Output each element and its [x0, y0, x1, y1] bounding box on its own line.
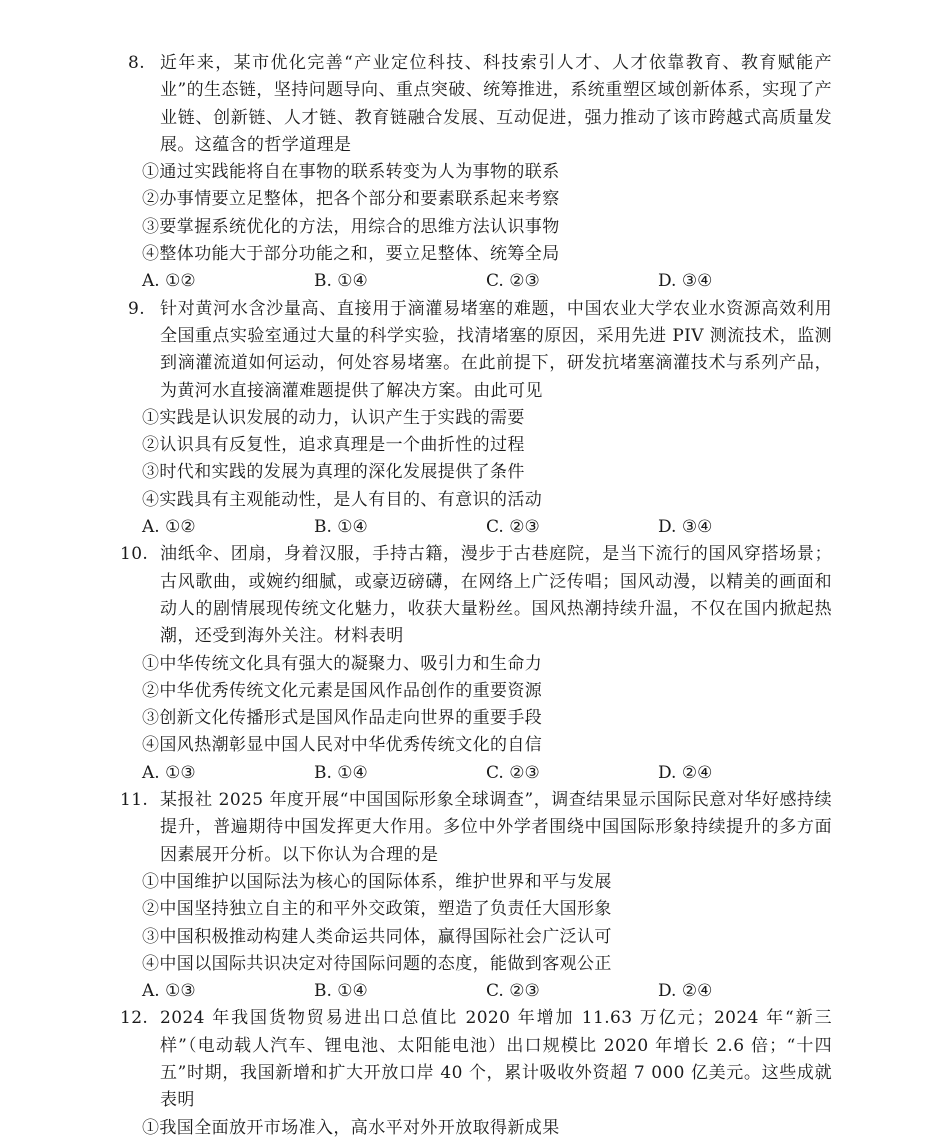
- statement-item: ④国风热潮彰显中国人民对中华优秀传统文化的自信: [142, 735, 543, 756]
- question-12: [0, 1005, 950, 1141]
- answer-choices: [142, 760, 950, 787]
- answer-choices: [142, 514, 950, 541]
- question-stem: [120, 1005, 832, 1114]
- statement-item: ①中华传统文化具有强大的凝聚力、吸引力和生命力: [142, 653, 543, 674]
- stem-text: 某报社 2025 年度开展“中国国际形象全球调查”，调查结果显示国际民意对华好感持续提升，普遍期待中国发挥更大作用。多位中外学者围绕中国国际形象持续提升的多方面因素展开分析。以下你认为合理的是: [160, 790, 832, 865]
- question-number: 10.: [120, 544, 149, 565]
- statement-item: ①我国全面放开市场准入，高水平对外开放取得新成果: [142, 1117, 560, 1138]
- question-8: [0, 50, 950, 296]
- choice-b: B. ①④: [314, 981, 368, 1002]
- choice-c: C. ②③: [486, 762, 540, 783]
- choice-a: A. ①②: [142, 517, 196, 538]
- question-9: [0, 296, 950, 542]
- choice-c: C. ②③: [486, 517, 540, 538]
- stem-text: 针对黄河水含沙量高、直接用于滴灌易堵塞的难题，中国农业大学农业水资源高效利用全国重点实验室通过大量的科学实验，找清堵塞的原因，采用先进 PIV 测流技术，监测到滴灌流道如何运动，何处容易堵塞。在此前提下，研发抗堵塞滴灌技术与系列产品，为黄河水直接滴灌难题提供了解决方案。由此可见: [160, 298, 832, 401]
- choice-a: A. ①②: [142, 271, 196, 292]
- statement-list: [142, 869, 950, 978]
- stem-text: 油纸伞、团扇，身着汉服，手持古籍，漫步于古巷庭院，是当下流行的国风穿搭场景；古风歌曲，或婉约细腻，或豪迈磅礴，在网络上广泛传唱；国风动漫，以精美的画面和动人的剧情展现传统文化魅力，收获大量粉丝。国风热潮持续升温，不仅在国内掀起热潮，还受到海外关注。材料表明: [160, 544, 832, 647]
- statement-list: [142, 651, 950, 760]
- statement-list: [142, 159, 950, 268]
- question-number: 9.: [128, 298, 146, 319]
- statement-item: ③中国积极推动构建人类命运共同体，赢得国际社会广泛认可: [142, 926, 612, 947]
- exam-page: [0, 50, 950, 1142]
- statement-item: ③要掌握系统优化的方法，用综合的思维方法认识事物: [142, 216, 560, 237]
- statement-item: ④实践具有主观能动性，是人有目的、有意识的活动: [142, 489, 543, 510]
- choice-d: D. ③④: [658, 517, 713, 538]
- question-number: 8.: [128, 53, 146, 73]
- choice-d: D. ③④: [658, 271, 713, 292]
- choice-d: D. ②④: [658, 762, 713, 783]
- stem-text: 2024 年我国货物贸易进出口总值比 2020 年增加 11.63 万亿元；2024 年“新三样”（电动载人汽车、锂电池、太阳能电池）出口规模比 2020 年增长 2.6 倍；“十四五”时期，我国新增和扩大开放口岸 40 个，累计吸收外资超 7 000 亿美元。这些成就表明: [160, 1008, 832, 1111]
- statement-item: ②认识具有反复性，追求真理是一个曲折性的过程: [142, 435, 525, 456]
- statement-item: ①实践是认识发展的动力，认识产生于实践的需要: [142, 407, 525, 428]
- question-11: [0, 787, 950, 1005]
- choice-a: A. ①③: [142, 762, 196, 783]
- question-stem: [120, 541, 832, 650]
- statement-item: ④整体功能大于部分功能之和，要立足整体、统筹全局: [142, 244, 560, 265]
- statement-item: ①中国维护以国际法为核心的国际体系，维护世界和平与发展: [142, 871, 612, 892]
- question-number: 12.: [120, 1008, 149, 1029]
- choice-c: C. ②③: [486, 271, 540, 292]
- statement-item: ④中国以国际共识决定对待国际问题的态度，能做到客观公正: [142, 953, 612, 974]
- statement-list: [142, 405, 950, 514]
- choice-b: B. ①④: [314, 517, 368, 538]
- question-stem: [128, 50, 832, 159]
- question-number: 11.: [120, 790, 149, 811]
- choice-b: B. ①④: [314, 271, 368, 292]
- statement-item: ②中国坚持独立自主的和平外交政策，塑造了负责任大国形象: [142, 899, 612, 920]
- choice-b: B. ①④: [314, 762, 368, 783]
- question-stem: [120, 787, 832, 869]
- answer-choices: [142, 978, 950, 1005]
- statement-item: ③创新文化传播形式是国风作品走向世界的重要手段: [142, 708, 543, 729]
- statement-item: ②办事情要立足整体，把各个部分和要素联系起来考察: [142, 189, 560, 210]
- choice-d: D. ②④: [658, 981, 713, 1002]
- statement-item: ③时代和实践的发展为真理的深化发展提供了条件: [142, 462, 525, 483]
- statement-item: ②中华优秀传统文化元素是国风作品创作的重要资源: [142, 680, 543, 701]
- question-10: [0, 541, 950, 787]
- answer-choices: [142, 268, 950, 295]
- choice-c: C. ②③: [486, 981, 540, 1002]
- question-stem: [128, 296, 832, 405]
- choice-a: A. ①③: [142, 981, 196, 1002]
- statement-item: ①通过实践能将自在事物的联系转变为人为事物的联系: [142, 162, 560, 183]
- stem-text: 近年来，某市优化完善“产业定位科技、科技索引人才、人才依靠教育、教育赋能产业”的生态链，坚持问题导向、重点突破、统筹推进，系统重塑区域创新体系，实现了产业链、创新链、人才链、教育链融合发展、互动促进，强力推动了该市跨越式高质量发展。这蕴含的哲学道理是: [160, 53, 832, 155]
